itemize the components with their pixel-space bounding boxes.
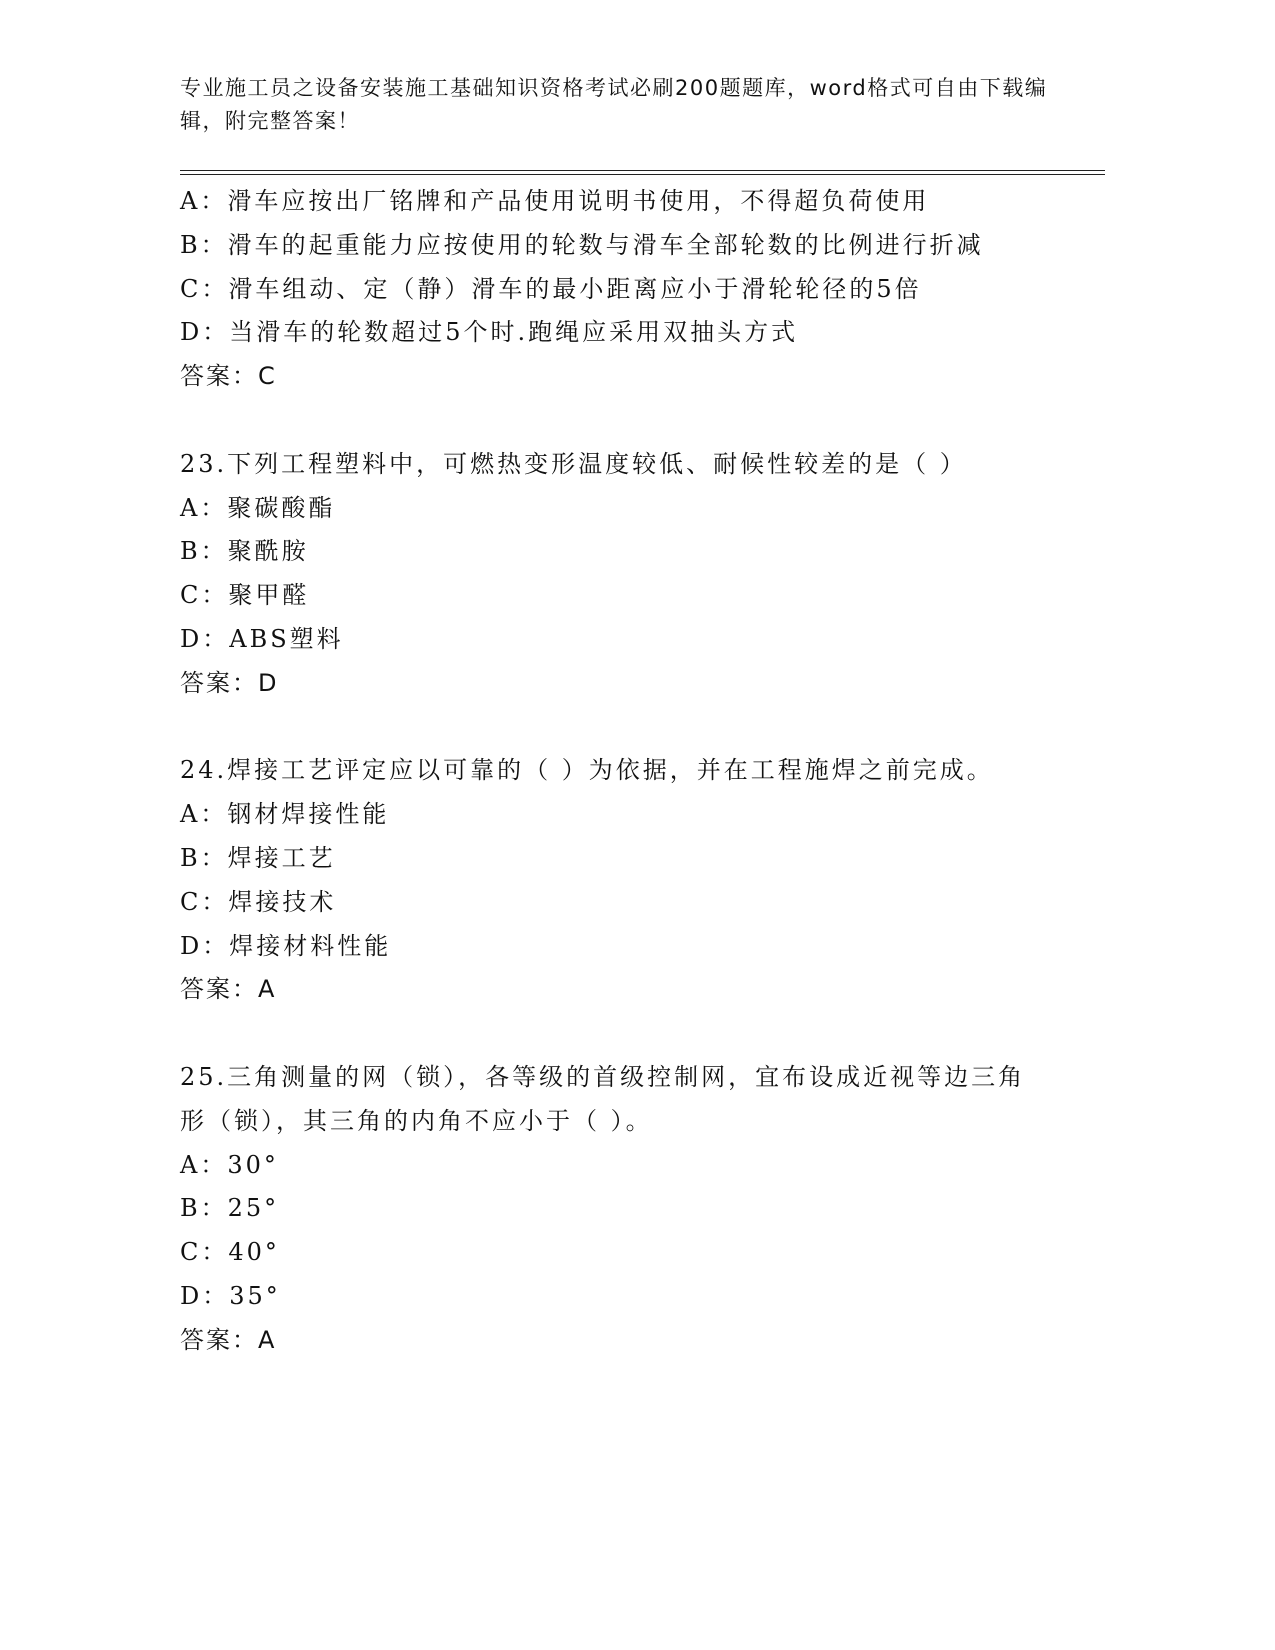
option-c: C：聚甲醛 bbox=[180, 581, 310, 610]
question-content bbox=[180, 180, 1080, 1363]
spacer bbox=[180, 706, 1080, 750]
option-d: D：35° bbox=[180, 1281, 281, 1310]
answer-line: 答案：C bbox=[180, 362, 277, 391]
option-a: A：钢材焊接性能 bbox=[180, 800, 390, 829]
option-b: B：25° bbox=[180, 1194, 280, 1223]
option-d: D：焊接材料性能 bbox=[180, 931, 392, 960]
option-c: C：滑车组动、定（静）滑车的最小距离应小于滑轮轮径的5倍 bbox=[180, 274, 922, 303]
spacer bbox=[180, 1012, 1080, 1056]
question-text: 23.下列工程塑料中，可燃热变形温度较低、耐候性较差的是（ ） bbox=[180, 449, 967, 478]
header-rule-top bbox=[180, 170, 1105, 171]
option-d: D：当滑车的轮数超过5个时.跑绳应采用双抽头方式 bbox=[180, 318, 799, 347]
answer-line: 答案：A bbox=[180, 1325, 277, 1354]
option-a: A：滑车应按出厂铭牌和产品使用说明书使用，不得超负荷使用 bbox=[180, 187, 930, 215]
spacer bbox=[180, 399, 1080, 443]
question-24 bbox=[180, 749, 1080, 1012]
header-rule-bottom bbox=[180, 174, 1105, 175]
question-25 bbox=[180, 1056, 1080, 1363]
option-b: B：聚酰胺 bbox=[180, 537, 309, 566]
option-a: A：30° bbox=[180, 1150, 279, 1179]
option-c: C：40° bbox=[180, 1238, 280, 1267]
option-d: D：ABS塑料 bbox=[180, 624, 344, 653]
option-b: B：滑车的起重能力应按使用的轮数与滑车全部轮数的比例进行折减 bbox=[180, 230, 984, 259]
answer-line: 答案：D bbox=[180, 668, 279, 697]
option-a: A：聚碳酸酯 bbox=[180, 493, 336, 522]
question-text: 25.三角测量的网（锁），各等级的首级控制网，宜布设成近视等边三角形（锁），其三角的内角不应小于（ ）。 bbox=[180, 1062, 1026, 1135]
question-23 bbox=[180, 443, 1080, 706]
option-c: C：焊接技术 bbox=[180, 887, 337, 916]
question-22 bbox=[180, 180, 1080, 399]
answer-line: 答案：A bbox=[180, 975, 277, 1004]
document-header: 专业施工员之设备安装施工基础知识资格考试必刷200题题库，word格式可自由下载编辑，附完整答案！ bbox=[180, 76, 1048, 133]
question-text: 24.焊接工艺评定应以可靠的（ ）为依据，并在工程施焊之前完成。 bbox=[180, 756, 994, 785]
option-b: B：焊接工艺 bbox=[180, 843, 336, 872]
